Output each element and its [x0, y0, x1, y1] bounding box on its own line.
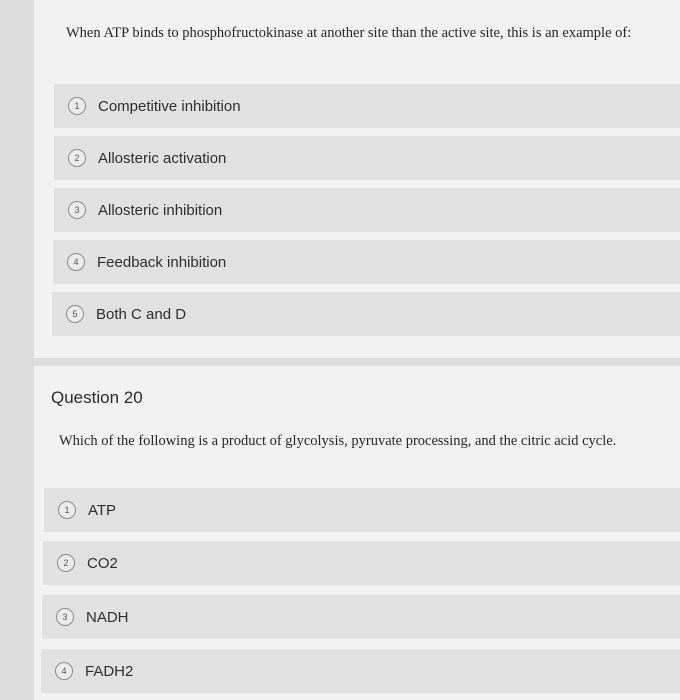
option-co2[interactable]: [43, 541, 680, 585]
question-20-card: [34, 366, 680, 700]
question-19-card: [34, 0, 680, 358]
option-number-badge: 1: [58, 501, 76, 519]
option-allosteric-activation[interactable]: [54, 136, 680, 180]
option-fadh2[interactable]: [41, 649, 680, 693]
option-nadh[interactable]: [42, 595, 680, 639]
option-label: NADH: [86, 608, 129, 626]
option-number-badge: 5: [66, 305, 84, 323]
option-label: Allosteric inhibition: [98, 201, 223, 219]
option-label: FADH2: [85, 662, 134, 680]
option-label: Allosteric activation: [98, 149, 227, 167]
option-number-badge: 4: [67, 253, 85, 271]
option-number-badge: 3: [56, 608, 74, 626]
option-label: Both C and D: [96, 305, 187, 323]
question-20-title: Question 20: [51, 388, 143, 407]
option-label: CO2: [87, 554, 118, 572]
option-number-badge: 2: [68, 149, 86, 167]
question-19-prompt: When ATP binds to phosphofructokinase at another site than the active site, this is an example of:: [66, 25, 632, 41]
option-label: Feedback inhibition: [97, 253, 227, 271]
option-feedback-inhibition[interactable]: [53, 240, 680, 284]
option-label: Competitive inhibition: [98, 97, 241, 115]
option-number-badge: 4: [55, 662, 73, 680]
option-number-badge: 1: [68, 97, 86, 115]
option-both-c-and-d[interactable]: [52, 292, 680, 336]
option-number-badge: 2: [57, 554, 75, 572]
option-allosteric-inhibition[interactable]: [54, 188, 680, 232]
option-label: ATP: [88, 501, 117, 519]
option-number-badge: 3: [68, 201, 86, 219]
option-competitive-inhibition[interactable]: [54, 84, 680, 128]
question-20-prompt: Which of the following is a product of glycolysis, pyruvate processing, and the citric acid cycle.: [59, 433, 617, 449]
option-atp[interactable]: [44, 488, 680, 532]
